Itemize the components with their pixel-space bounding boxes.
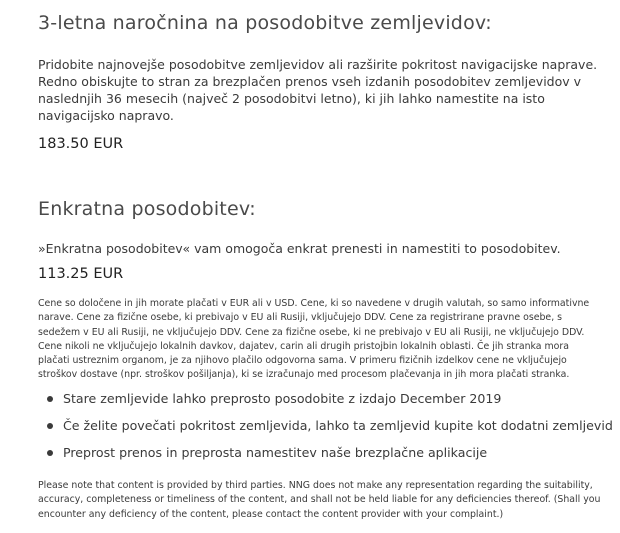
list-item xyxy=(38,390,613,417)
pricing-fine-print: Cene so določene in jih morate plačati v EUR ali v USD. Cene, ki so navedene v drugih valutah, so samo informativne narave. Cene za fizične osebe, ki prebivajo v EU ali Rusiji, vključujejo DDV. Cene za registrirane pravne osebe, s sedežem v EU ali Rusiji, ne vključujejo DDV. Cene za fizične osebe, ki ne prebivajo v EU ali Rusiji, ne vključujejo DDV. Cene nikoli ne vključujejo lokalnih davkov, dajatev, carin ali drugih pristojbin lokalnih oblasti. Če jih stranka mora plačati ustreznim organom, je za njihovo plačilo odgovorna sama. V primeru fizičnih izdelkov cene ne vključujejo stroškov dostave (npr. stroškov pošiljanja), ki se izračunajo med procesom plačevanja in jih mora plačati stranka. xyxy=(38,298,590,381)
subscription-price: 183.50 EUR xyxy=(38,136,124,152)
feature-text: Stare zemljevide lahko preprosto posodobite z izdajo December 2019 xyxy=(63,391,502,406)
list-item xyxy=(38,444,613,471)
bullet-icon xyxy=(47,396,53,402)
one-time-title: Enkratna posodobitev: xyxy=(38,198,256,220)
third-party-disclaimer: Please note that content is provided by third parties. NNG does not make any representation regarding the suitability, accuracy, completeness or timeliness of the content, and shall not be held liable for any deficiencies thereof. (Shall you encounter any deficiency of the content, please contact the content provider with your complaint.) xyxy=(38,480,601,520)
one-time-price: 113.25 EUR xyxy=(38,266,124,282)
one-time-description: »Enkratna posodobitev« vam omogoča enkrat prenesti in namestiti to posodobitev. xyxy=(38,241,561,256)
bullet-icon xyxy=(47,450,53,456)
bullet-icon xyxy=(47,423,53,429)
feature-list xyxy=(38,390,613,471)
feature-text: Če želite povečati pokritost zemljevida, lahko ta zemljevid kupite kot dodatni zemljevid xyxy=(63,418,613,433)
list-item xyxy=(38,417,613,444)
feature-text: Preprost prenos in preprosta namestitev naše brezplačne aplikacije xyxy=(63,445,488,460)
subscription-title: 3-letna naročnina na posodobitve zemljevidov: xyxy=(38,12,492,34)
subscription-description: Pridobite najnovejše posodobitve zemljevidov ali razširite pokritost navigacijske naprave. Redno obiskujte to stran za brezplačen prenos vseh izdanih posodobitev zemljevidov v naslednjih 36 mesecih (največ 2 posodobitvi letno), ki jih lahko namestite na isto navigacijsko napravo. xyxy=(38,57,598,123)
